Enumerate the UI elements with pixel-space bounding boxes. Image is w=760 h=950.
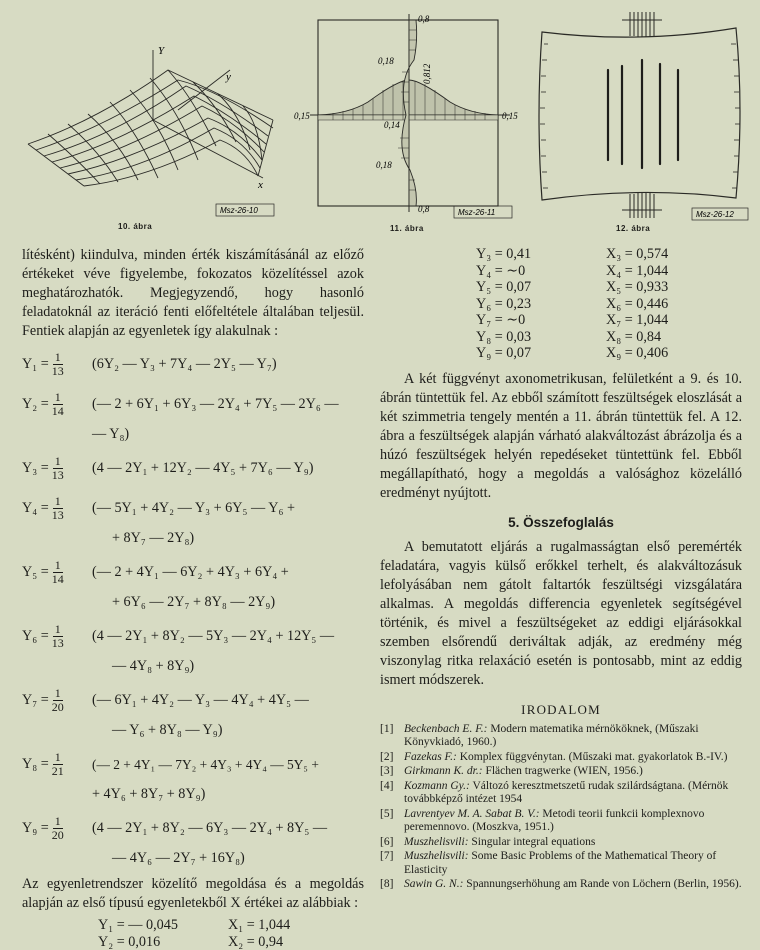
right-paragraph-figures: A két függvényt axonometrikusan, felületként a 9. és 10. ábrán tüntettük fel. Az ebből számított feszültségek eloszlását a két szimmetria tengely mentén a 11. ábrán tüntettük fel. A 12. ábra a feszültségek alapján várható alakváltozást ábrázolja és a húzó feszültségek helyén repedéseket tüntettünk fel. Ebből megállapítható, hogy a megoldás a valósághoz közelálló eredményt nyújtott.: [380, 370, 742, 503]
figure-10: [18, 10, 280, 220]
value-y4: Y₄ = ∼0: [476, 263, 606, 280]
figure-11-label-left: 0,15: [294, 111, 310, 121]
figure-11-label-upper-b: 0,812: [422, 63, 432, 84]
reference-item: [7] Muszhelisvili: Some Basic Problems of the Mathematical Theory of Elasticity: [380, 850, 742, 877]
figure-12: [530, 10, 752, 224]
figure-11-label-upper-a: 0,18: [378, 56, 394, 66]
value-x2: X₂ = 0,94: [228, 934, 368, 950]
equation-body: (4 — 2Y₁ + 12Y₂ — 4Y₅ + 7Y₆ — Y₉): [92, 459, 364, 478]
left-column: [22, 246, 364, 950]
equation-body: (— 2 + 4Y₁ — 7Y₂ + 4Y₃ + 4Y₄ — 5Y₅ +: [92, 755, 364, 774]
equation-continuation: — 4Y₆ — 2Y₇ + 16Y₈): [22, 849, 364, 871]
value-x7: X₇ = 1,044: [606, 312, 746, 329]
equation-body: (— 6Y₁ + 4Y₂ — Y₃ — 4Y₄ + 4Y₅ —: [92, 691, 364, 710]
value-x6: X₆ = 0,446: [606, 296, 746, 313]
figure-10-label-y-upper: Y: [158, 45, 166, 57]
equation-lhs: Y₉ = $\frac{1}{20}$: [22, 815, 92, 842]
equation-y2: [22, 385, 364, 423]
reference-item: [1] Beckenbach E. F.: Modern matematika mérnököknek, (Műszaki Könyvkiadó, 1960.): [380, 723, 742, 750]
references-list: [380, 723, 742, 892]
value-x4: X₄ = 1,044: [606, 263, 746, 280]
value-x5: X₅ = 0,933: [606, 279, 746, 296]
equation-y5: [22, 553, 364, 591]
figure-10-label-x-axis: x: [257, 179, 263, 191]
reference-item: [6] Muszhelisvili: Singular integral equations: [380, 836, 742, 850]
equation-y4: [22, 489, 364, 527]
equation-body: (4 — 2Y₁ + 8Y₂ — 5Y₃ — 2Y₄ + 12Y₅ —: [92, 627, 364, 646]
value-y7: Y₇ = ∼0: [476, 312, 606, 329]
value-y5: Y₅ = 0,07: [476, 279, 606, 296]
reference-item: [3] Girkmann K. dr.: Flächen tragwerke (WIEN, 1956.): [380, 765, 742, 779]
equation-y7: [22, 681, 364, 719]
equation-continuation: — Y₈): [22, 425, 364, 447]
left-intro-paragraph: lítésként) kiindulva, minden érték kiszámításánál az előző értékeket véve figyelembe, fokozatos közelítéssel azok meghatározhatók. Megjegyzendő, hogy hasonló feladatoknál az iteráció fenti előfeltétele általában teljesül. Fentiek alapján az egyenletek így alakulnak :: [22, 246, 364, 341]
left-outro-paragraph: Az egyenletrendszer közelítő megoldása és a megoldás alapján az első típusú egyenletekből X értékei az alábbiak :: [22, 875, 364, 913]
equation-body: (4 — 2Y₁ + 8Y₂ — 6Y₃ — 2Y₄ + 8Y₅ —: [92, 819, 364, 838]
figure-10-tag: Msz-26-10: [220, 206, 258, 215]
references-title: IRODALOM: [380, 700, 742, 719]
left-values-table: [22, 917, 364, 950]
equation-lhs: Y₇ = $\frac{1}{20}$: [22, 687, 92, 714]
value-y8: Y₈ = 0,03: [476, 329, 606, 346]
section-title-summary: 5. Összefoglalás: [380, 513, 742, 532]
reference-item: [4] Kozmann Gy.: Változó keresztmetszetű rudak szilárdságtana. (Mérnök továbbképző intézet 1954: [380, 780, 742, 807]
value-y6: Y₆ = 0,23: [476, 296, 606, 313]
equation-y8: [22, 745, 364, 783]
equation-lhs: Y₃ = $\frac{1}{13}$: [22, 455, 92, 482]
figure-10-caption: 10. ábra: [118, 222, 152, 231]
reference-item: [2] Fazekas F.: Komplex függvénytan. (Műszaki mat. gyakorlatok B.-IV.): [380, 751, 742, 765]
value-y9: Y₉ = 0,07: [476, 345, 606, 362]
figure-11-label-center: 0,14: [384, 120, 400, 130]
equation-lhs: Y₁ = $\frac{1}{13}$: [22, 351, 92, 378]
value-x1: X₁ = 1,044: [228, 917, 368, 934]
figure-11-label-right: 0,15: [502, 111, 518, 121]
figure-11-label-lower: 0,18: [376, 160, 392, 170]
figure-11-caption: 11. ábra: [390, 224, 424, 233]
equation-continuation: + 8Y₇ — 2Y₈): [22, 529, 364, 551]
equation-list: [22, 345, 364, 871]
figure-12-deformation-plot: [530, 10, 752, 224]
reference-item: [8] Sawin G. N.: Spannungserhöhung am Rande von Löchern (Berlin, 1956).: [380, 878, 742, 892]
value-x8: X₈ = 0,84: [606, 329, 746, 346]
value-y3: Y₃ = 0,41: [476, 246, 606, 263]
equation-lhs: Y₂ = $\frac{1}{14}$: [22, 391, 92, 418]
equation-lhs: Y₈ = $\frac{1}{21}$: [22, 751, 92, 778]
equation-continuation: — 4Y₈ + 8Y₉): [22, 657, 364, 679]
equation-continuation: + 6Y₆ — 2Y₇ + 8Y₈ — 2Y₉): [22, 593, 364, 615]
equation-body: (6Y₂ — Y₃ + 7Y₄ — 2Y₅ — Y₇): [92, 355, 364, 374]
equation-y3: [22, 449, 364, 487]
value-y1: Y₁ = — 0,045: [98, 917, 228, 934]
equation-y9: [22, 809, 364, 847]
summary-paragraph: A bemutatott eljárás a rugalmasságtan első peremérték feladatára, vagyis külső erőkkel terhelt, és alakváltozásuk lefolyásában nem gátolt faltartók feszültségi vizsgálatára alkalmas. A megoldás differencia egyenletek segítségével történik, és mivel a feszültségeket az eddigi eljárásokkal szemben elsőrendű deriváltak adják, az eredmény még viszonylag ritka relaxáció esetén is pontosabb, mint az eddig ismert módszerek.: [380, 538, 742, 690]
value-x9: X₉ = 0,406: [606, 345, 746, 362]
figure-10-surface-plot: [18, 10, 280, 220]
equation-continuation: — Y₆ + 8Y₈ — Y₉): [22, 721, 364, 743]
equation-y6: [22, 617, 364, 655]
figure-11-stress-plot: [288, 10, 520, 220]
figure-11-tag: Msz-26-11: [458, 208, 495, 217]
figure-11-label-top: 0,8: [418, 14, 430, 24]
figure-11-label-bottom: 0,8: [418, 204, 430, 214]
equation-body: (— 2 + 4Y₁ — 6Y₂ + 4Y₃ + 6Y₄ +: [92, 563, 364, 582]
equation-body: (— 5Y₁ + 4Y₂ — Y₃ + 6Y₅ — Y₆ +: [92, 499, 364, 518]
equation-lhs: Y₅ = $\frac{1}{14}$: [22, 559, 92, 586]
equation-lhs: Y₆ = $\frac{1}{13}$: [22, 623, 92, 650]
reference-item: [5] Lavrentyev M. A. Sabat B. V.: Metodi teorii funkcii komplexnovo peremennovo. (Moszkva, 1951.): [380, 808, 742, 835]
equation-lhs: Y₄ = $\frac{1}{13}$: [22, 495, 92, 522]
figure-11: [288, 10, 520, 220]
equation-y1: [22, 345, 364, 383]
value-x3: X₃ = 0,574: [606, 246, 746, 263]
value-y2: Y₂ = 0,016: [98, 934, 228, 950]
figure-10-label-y-axis: y: [225, 71, 231, 83]
equation-continuation: + 4Y₆ + 8Y₇ + 8Y₉): [22, 785, 364, 807]
figure-12-caption: 12. ábra: [616, 224, 650, 233]
right-column: [380, 246, 742, 893]
figure-12-tag: Msz-26-12: [696, 210, 734, 219]
equation-body: (— 2 + 6Y₁ + 6Y₃ — 2Y₄ + 7Y₅ — 2Y₆ —: [92, 395, 364, 414]
right-values-table: [380, 246, 742, 362]
